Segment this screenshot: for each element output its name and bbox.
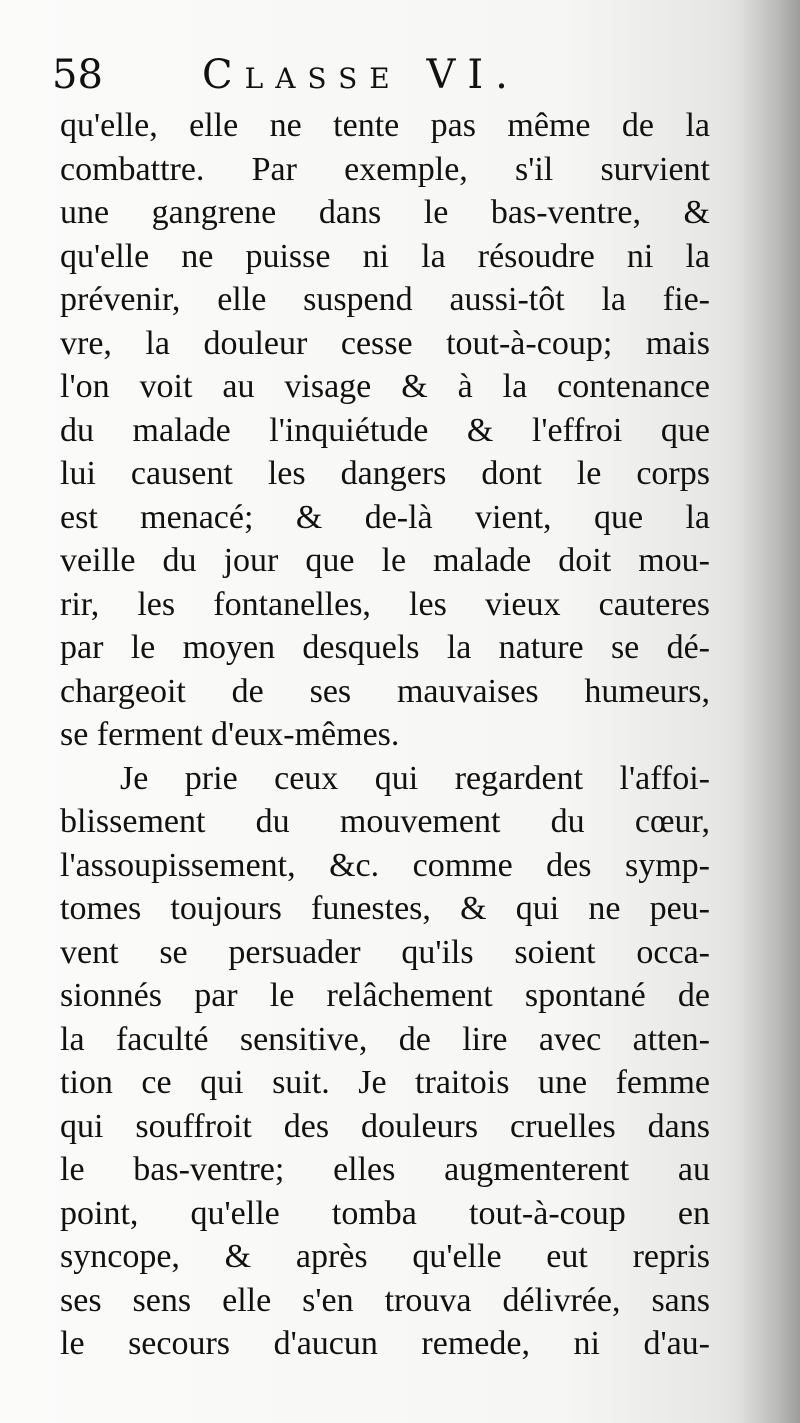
- text-line: tomes toujours funestes, & qui ne peu-: [60, 890, 710, 927]
- text-line: blissement du mouvement du cœur,: [60, 803, 710, 840]
- text-line: prévenir, elle suspend aussi-tôt la fie-: [60, 281, 710, 318]
- text-line: lui causent les dangers dont le corps: [60, 455, 710, 492]
- text-line: ses sens elle s'en trouva délivrée, sans: [60, 1281, 710, 1319]
- text-line: par le moyen desquels la nature se dé-: [60, 629, 710, 666]
- running-head: [52, 48, 752, 102]
- text-line: du malade l'inquiétude & l'effroi que: [60, 411, 710, 449]
- text-line: rir, les fontanelles, les vieux cauteres: [60, 585, 710, 623]
- text-line: tion ce qui suit. Je traitois une femme: [60, 1064, 710, 1101]
- text-line: vent se persuader qu'ils soient occa-: [60, 933, 710, 971]
- text-line: qu'elle, elle ne tente pas même de la: [60, 107, 710, 144]
- page-number: 58: [52, 52, 103, 98]
- text-line: la faculté sensitive, de lire avec atten-: [60, 1020, 710, 1058]
- text-line: une gangrene dans le bas-ventre, &: [60, 194, 710, 231]
- page-gutter-shadow: [740, 0, 800, 1423]
- text-line: qu'elle ne puisse ni la résoudre ni la: [60, 237, 710, 275]
- text-line: le secours d'aucun remede, ni d'au-: [60, 1325, 710, 1362]
- text-line: Je prie ceux qui regardent l'affoi-: [120, 759, 710, 797]
- text-line: qui souffroit des douleurs cruelles dans: [60, 1107, 710, 1145]
- text-line: le bas-ventre; elles augmenterent au: [60, 1151, 710, 1188]
- paragraph-2: [60, 757, 710, 1366]
- text-line: veille du jour que le malade doit mou-: [60, 542, 710, 579]
- text-line: est menacé; & de-là vient, que la: [60, 498, 710, 536]
- body-text: [60, 104, 710, 1366]
- text-line: chargeoit de ses mauvaises humeurs,: [60, 672, 710, 710]
- text-line: point, qu'elle tomba tout-à-coup en: [60, 1194, 710, 1232]
- text-line: sionnés par le relâchement spontané de: [60, 977, 710, 1014]
- paragraph-1: [60, 104, 710, 757]
- text-line: l'on voit au visage & à la contenance: [60, 368, 710, 405]
- text-line: vre, la douleur cesse tout-à-coup; mais: [60, 324, 710, 362]
- text-line: l'assoupissement, &c. comme des symp-: [60, 846, 710, 884]
- text-line: se ferment d'eux-mêmes.: [60, 716, 400, 753]
- text-line: combattre. Par exemple, s'il survient: [60, 150, 710, 188]
- text-line: syncope, & après qu'elle eut repris: [60, 1238, 710, 1275]
- chapter-title: Classe VI.: [202, 52, 520, 98]
